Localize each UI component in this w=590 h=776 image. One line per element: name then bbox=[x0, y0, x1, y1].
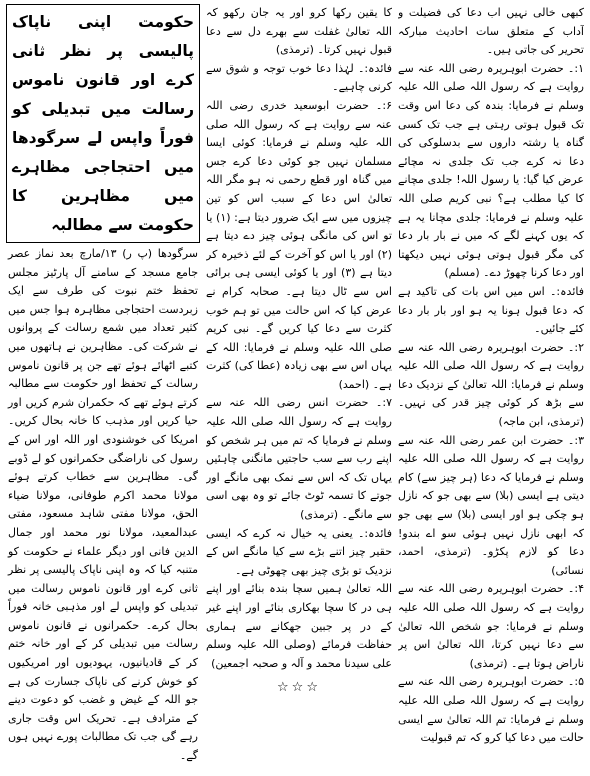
news-headline: حکومت اپنی ناپاک پالیسی پر نظر ثانی کرے اور قانون ناموس رسالت میں تبدیلی کو فوراً واپس لے سرگودھا میں احتجاجی مظاہرے میں مظاہرین کا حکومت سے مطالبہ bbox=[12, 13, 194, 234]
article-intro-paragraph: کبھی خالی نہیں اب دعا کی فضیلت و آداب کے متعلق سات احادیث مبارکہ تحریر کی جاتی ہیں۔ bbox=[398, 6, 584, 57]
note-1-paragraph: فائدہ:۔ اس میں اس بات کی تاکید ہے کہ دعا قبول ہونا یہ ہو اور بار بار دعا کئے جائیں۔ bbox=[398, 284, 584, 336]
hadith-6-paragraph: ۶:۔ حضرت ابوسعید خدری رضی اللہ عنہ سے روایت ہے کہ رسول اللہ صلی اللہ علیہ وسلم نے فرمایا: کوئی ایسا مسلمان نہیں جو کوئی دعا کرے جس میں گناہ اور قطع رحمی نہ ہو مگر اللہ تعالیٰ اس دعا کے سبب اس کو تین چیزوں میں سے ایک ضرور دیتا ہے: (۱) یا تو اس کی مانگی ہوئی چیز دے دیتا ہے (۲) اور یا اس کو آخرت کے لئے ذخیرہ کر دیتا ہے (۳) اور یا کوئی ایسی ہی برائی اس سے ٹال دیتا ہے۔ صحابہ کرام نے عرض کیا کہ اس حالت میں تو ہم خوب کثرت سے دعا کیا کریں گے۔ نبی کریم صلی اللہ علیہ وسلم نے فرمایا: اللہ کے یہاں اس سے بھی زیادہ (عطا کی) کثرت ہے۔ (احمد) bbox=[206, 98, 392, 391]
end-stars: ☆☆☆ bbox=[277, 680, 321, 696]
note-3-paragraph: فائدہ:۔ یعنی یہ خیال نہ کرے کہ ایسی حقیر چیز اتنے بڑے سے کیا مانگے اس کے نزدیک تو بڑی چیز بھی چھوٹی ہے۔ bbox=[206, 526, 392, 577]
hadith-5-paragraph: ۵:۔ حضرت ابوہریرہ رضی اللہ عنہ سے روایت ہے کہ رسول اللہ صلی اللہ علیہ وسلم نے فرمایا: تم اللہ تعالیٰ سے ایسی حالت میں دعا کیا کرو کہ تم قبولیت bbox=[398, 675, 584, 745]
right-column bbox=[398, 4, 584, 772]
hadith-4-paragraph: ۴:۔ حضرت ابوہریرہ رضی اللہ عنہ سے روایت ہے کہ رسول اللہ صلی اللہ علیہ وسلم نے فرمایا: جو شخص اللہ تعالیٰ سے دعا نہیں کرتا، اللہ تعالیٰ اس پر ناراض ہوتا ہے۔ (ترمذی) bbox=[398, 582, 584, 670]
hadith-1-paragraph: ۱:۔ حضرت ابوہریرہ رضی اللہ عنہ سے روایت ہے کہ رسول اللہ صلی اللہ علیہ وسلم نے فرمایا: بندہ کی دعا اس وقت تک قبول ہوتی رہتی ہے جب تک کسی گناہ یا رشتہ داروں سے بدسلوکی کی دعا نہ کرے جب تک جلدی نہ مچائے عرض کیا گیا: یا رسول اللہ! جلدی مچانے کا کیا مطلب ہے؟ نبی کریم صلی اللہ علیہ وسلم نے فرمایا: جلدی مچانا یہ ہے کہ یوں کہنے لگے کہ میں نے بار بار دعا کی مگر قبول ہوتی ہوئی نہیں دیکھتا اور دعا کرنا چھوڑ دے۔ (مسلم) bbox=[398, 61, 584, 280]
hadith-3-paragraph: ۳:۔ حضرت ابن عمر رضی اللہ عنہ سے روایت ہے کہ رسول اللہ صلی اللہ علیہ وسلم نے فرمایا کہ دعا (ہر چیز سے) کام دیتی ہے ایسی (بلا) سے بھی جو کہ نازل ہو چکی ہو اور ایسی (بلا) سے بھی جو کہ ابھی نازل نہیں ہوئی سو اے بندو! دعا کو لازم پکڑو۔ (ترمذی، احمد، نسائی) bbox=[398, 433, 584, 577]
hadith-2-paragraph: ۲:۔ حضرت ابوہریرہ رضی اللہ عنہ سے روایت ہے کہ رسول اللہ صلی اللہ علیہ وسلم نے فرمایا: اللہ تعالیٰ کے نزدیک دعا سے بڑھ کر کوئی چیز قدر کی نہیں۔ (ترمذی، ابن ماجہ) bbox=[398, 340, 584, 429]
closing-prayer-paragraph: اللہ تعالیٰ ہمیں سچا بندہ بنائے اور اپنے ہی در کا سچا بھکاری بنائے اور اپنے غیر کے در پر جبین جھکانے سے ہماری حفاظت فرمائے (وصلی اللہ علیہ وسلم علی سیدنا محمد و آلہ و صحبہ اجمعین) bbox=[206, 582, 392, 670]
left-column bbox=[6, 4, 200, 772]
news-headline-box bbox=[6, 4, 200, 243]
hadith-5-continued-paragraph: کا یقین رکھا کرو اور یہ جان رکھو کہ اللہ تعالیٰ غفلت سے بھرے دل سے دعا قبول نہیں کرتا۔ (ترمذی) bbox=[206, 6, 392, 57]
hadith-7-paragraph: ۷:۔ حضرت انس رضی اللہ عنہ سے روایت ہے کہ رسول اللہ صلی اللہ علیہ وسلم نے فرمایا کہ تم میں ہر شخص کو اپنے رب سے سب حاجتیں مانگنی چاہئیں یہاں تک کہ اس سے نمک بھی مانگے اور جوتے کا تسمہ ٹوٹ جائے تو وہ بھی اسی سے مانگے۔ (ترمذی) bbox=[206, 396, 392, 522]
note-2-paragraph: فائدہ:۔ لہٰذا دعا خوب توجہ و شوق سے کرنی چاہیے۔ bbox=[206, 61, 392, 94]
news-body: سرگودھا (پ ر) ۱۳/مارچ بعد نماز عصر جامع مسجد کے سامنے آل پارٹیز مجلس تحفظ ختم نبوت کی طرف سے ایک زبردست احتجاجی مظاہرہ ہوا جس میں کثیر تعداد میں شمع رسالت کے پروانوں نے شرکت کی۔ مظاہرین نے ہاتھوں میں کتبے اٹھائے ہوئے تھے جن پر قانون ناموس رسالت کے تحفظ اور حکومت سے مطالبہ کرتے ہوئے تھے کہ حکمران شرم کریں اور حیا کریں اور مذہب کا خانہ بحال کریں۔ امریکا کی خوشنودی اور اللہ اور اس کے رسول کی ناراضگی حکمرانوں کو لے ڈوبے گی۔ مظاہرین سے خطاب کرتے ہوئے مولانا محمد اکرم طوفانی، مولانا ضیاء الحق، مولانا مفتی شاہد مسعود، مفتی عبدالمعید، مولانا نور محمد اور جمال الدین فانی اور دیگر علماء نے حکومت کو متنبہ کیا کہ وہ اپنی ناپاک پالیسی پر نظر ثانی کرے اور قانون ناموس رسالت میں تبدیلی کو واپس لے اور مذہبی خانہ فوراً بحال کرے۔ حکمرانوں نے قانون ناموس رسالت میں تبدیلی کر کے اور خانہ ختم کر کے قادیانیوں، یہودیوں اور امریکیوں کو خوش کرنے کی ناپاک جسارت کی ہے جو اللہ کے غیض و غضب کو دعوت دینے کے مترادف ہے۔ تحریک اس وقت جاری رہے گی جب تک مطالبات پورے نہیں ہوں گے۔ bbox=[8, 247, 198, 763]
middle-column bbox=[206, 4, 392, 772]
